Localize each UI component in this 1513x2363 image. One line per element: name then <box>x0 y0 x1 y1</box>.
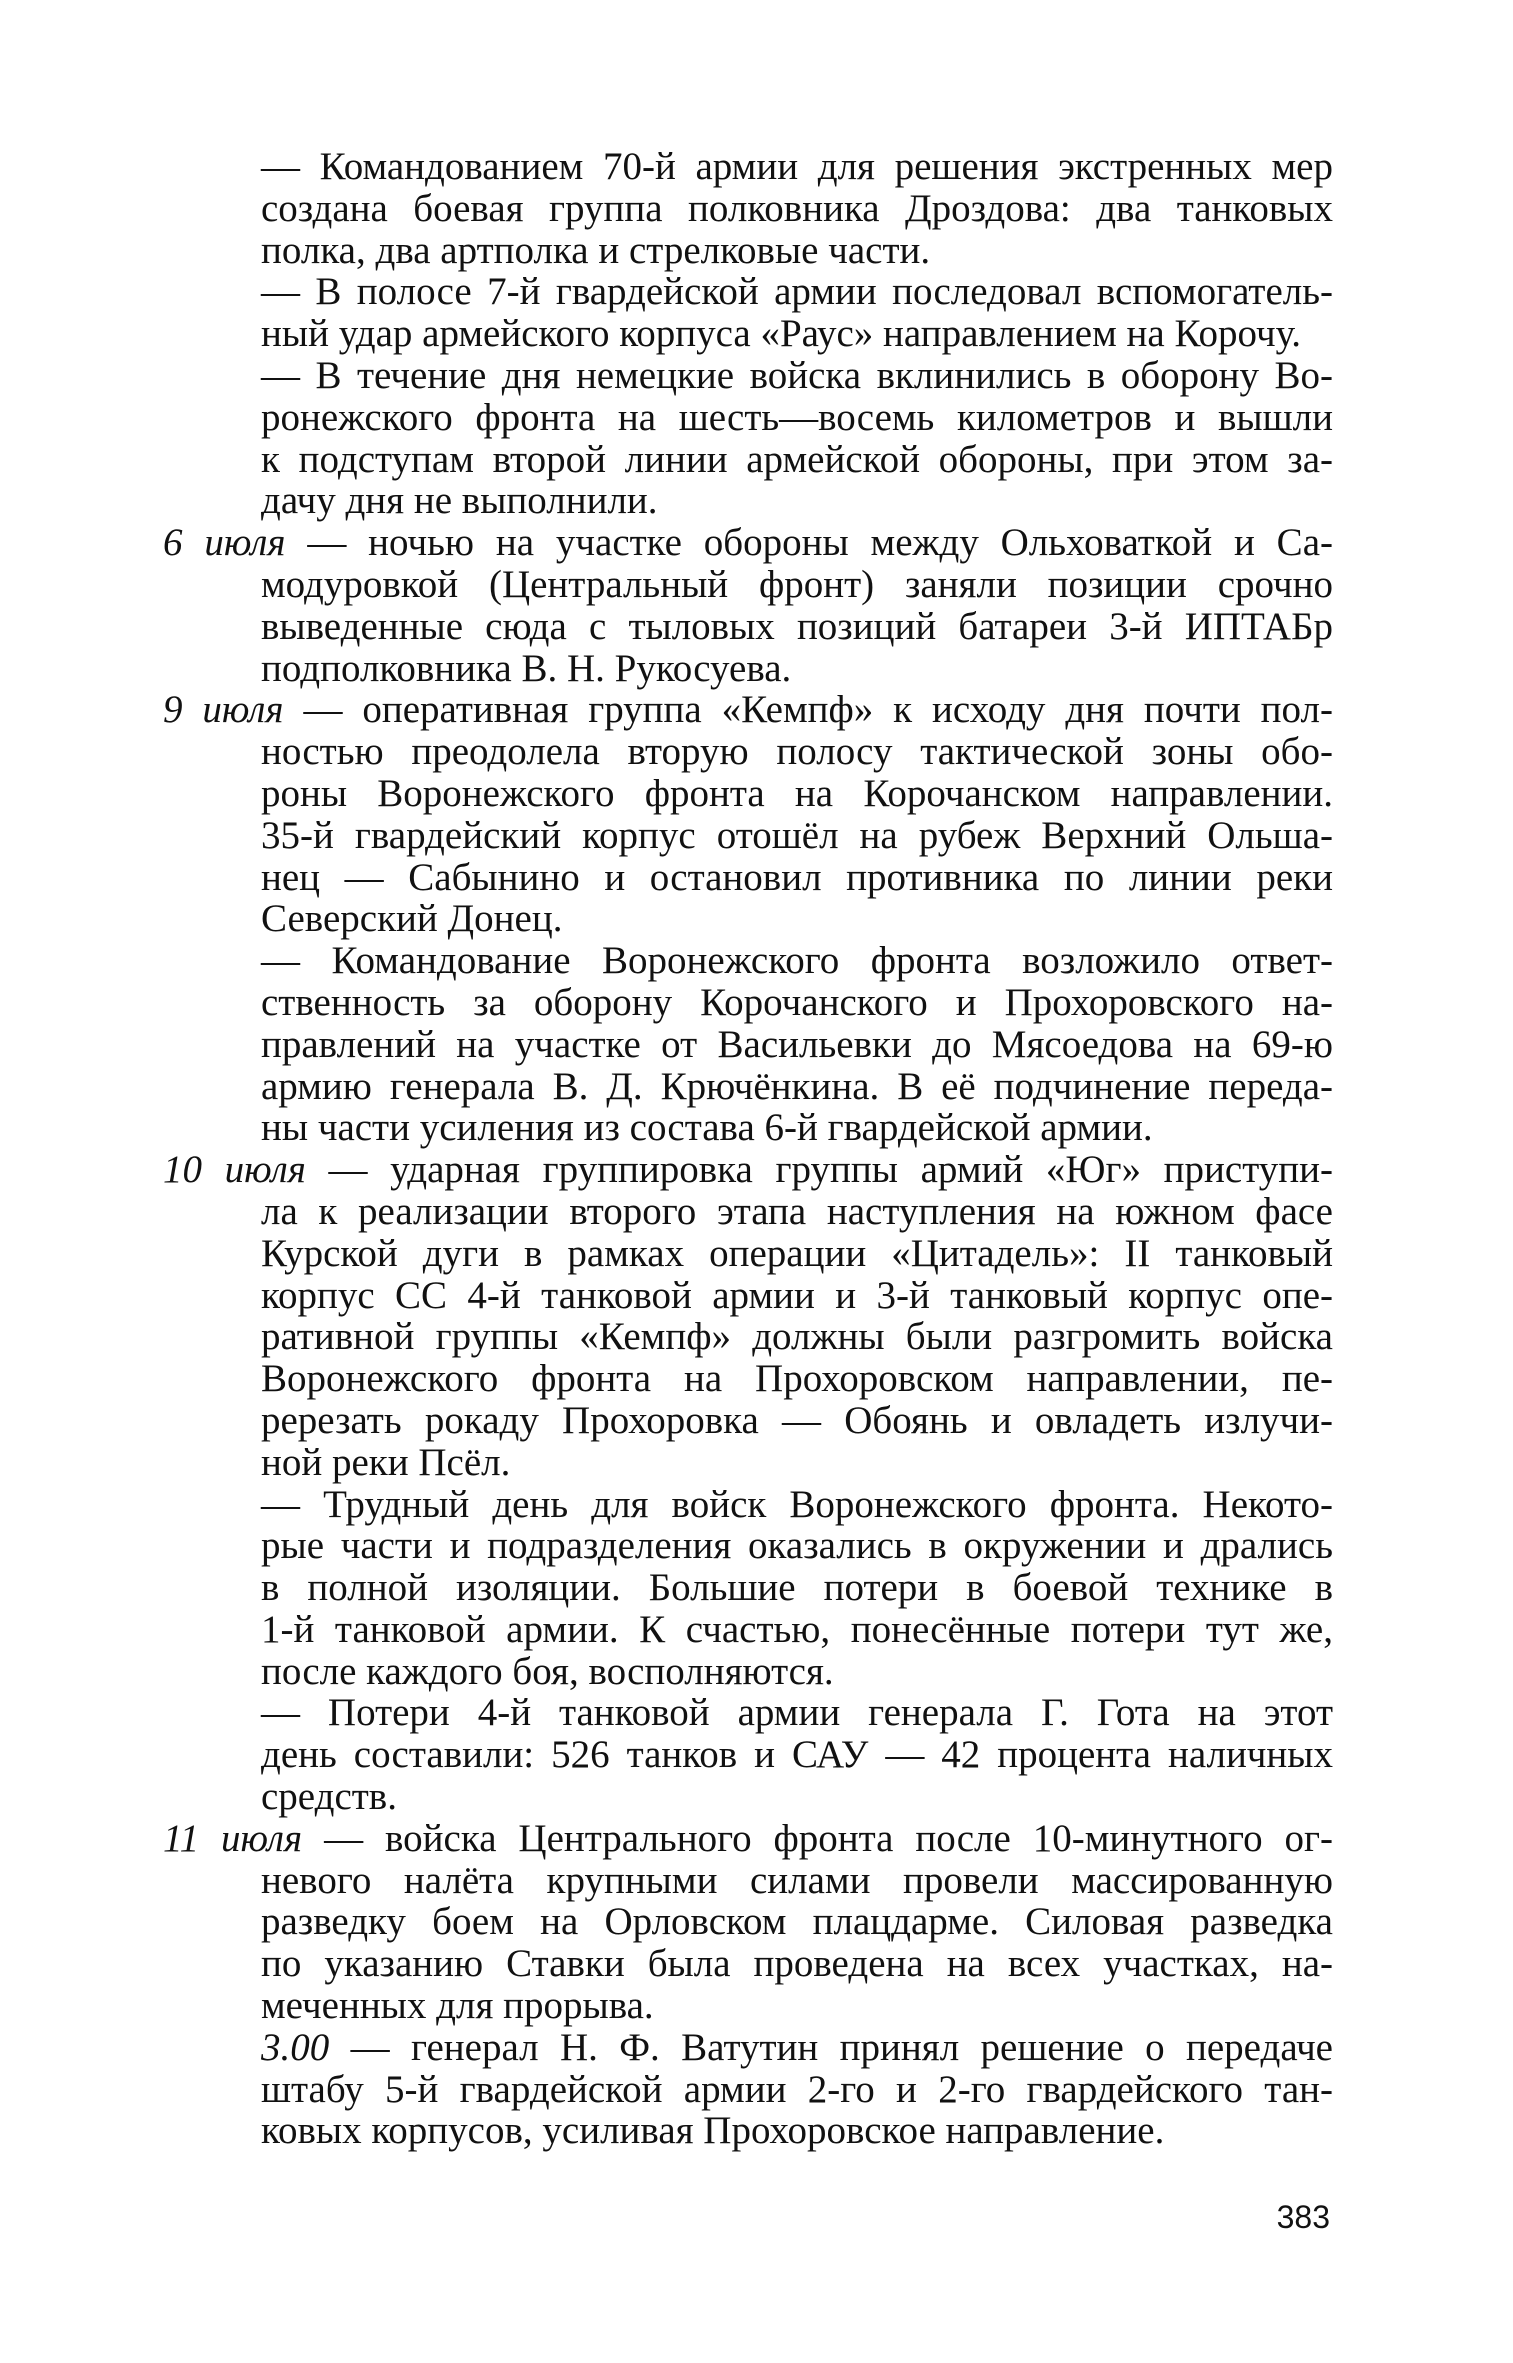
entry-time-3-00 <box>163 2027 1333 2152</box>
text-line: правлений на участке от Васильевки до Мясоедова на 69-ю <box>261 1022 1333 1066</box>
entry-date: 6 июля <box>163 521 286 565</box>
text-line: к подступам второй линии армейской обороны, при этом за- <box>261 437 1333 481</box>
text-line: корпус СС 4-й танковой армии и 3-й танковый корпус опе- <box>261 1273 1333 1317</box>
text-line: нец — Сабынино и остановил противника по линии реки <box>261 855 1333 899</box>
text-line: Северский Донец. <box>261 897 563 941</box>
entry-july-6 <box>163 522 1333 689</box>
entry-date: 10 июля <box>163 1148 306 1192</box>
text-line: — Командованием 70-й армии для решения экстренных мер <box>261 145 1333 188</box>
text-line: — Командование Воронежского фронта возложило ответ- <box>261 939 1333 983</box>
text-line: — В полосе 7-й гвардейской армии последовал вспомогатель- <box>261 270 1333 314</box>
text-line: — Трудный день для войск Воронежского фронта. Некото- <box>261 1482 1333 1526</box>
paragraph-hard-day <box>163 1484 1333 1693</box>
text-line: 1-й танковой армии. К счастью, понесённые потери тут же, <box>261 1607 1333 1651</box>
text-line: штабу 5-й гвардейской армии 2-го и 2-го гвардейского тан- <box>261 2067 1333 2111</box>
text-line: меченных для прорыва. <box>261 1984 654 2028</box>
text-line: ла к реализации второго этапа наступления на южном фасе <box>261 1189 1333 1233</box>
paragraph-army-7 <box>163 271 1333 355</box>
text-line: 35-й гвардейский корпус отошёл на рубеж Верхний Ольша- <box>261 813 1333 857</box>
text-line: ковых корпусов, усиливая Прохоровское направление. <box>261 2109 1165 2153</box>
text-line: подполковника В. Н. Рукосуева. <box>261 646 792 690</box>
text-line: модуровкой (Центральный фронт) заняли позиции срочно <box>261 562 1333 606</box>
text-line: ронежского фронта на шесть—восемь километров и вышли <box>261 395 1333 439</box>
text-line: после каждого боя, восполняются. <box>261 1649 834 1693</box>
entry-text: — оперативная группа «Кемпф» к исходу дня почти пол- <box>283 688 1333 732</box>
text-line: средств. <box>261 1775 397 1819</box>
text-line: ративной группы «Кемпф» должны были разгромить войска <box>261 1315 1333 1359</box>
text-line: — В течение дня немецкие войска вклинились в оборону Во- <box>261 353 1333 397</box>
text-line: Воронежского фронта на Прохоровском направлении, пе- <box>261 1357 1333 1401</box>
entry-text: — генерал Н. Ф. Ватутин принял решение о передаче <box>329 2025 1333 2069</box>
text-line: ностью преодолела вторую полосу тактической зоны обо- <box>261 730 1333 774</box>
text-line: по указанию Ставки была проведена на всех участках, на- <box>261 1942 1333 1986</box>
text-line: разведку боем на Орловском плацдарме. Силовая разведка <box>261 1900 1333 1944</box>
text-line <box>163 1818 1333 1860</box>
text-line: в полной изоляции. Большие потери в боевой технике в <box>261 1566 1333 1610</box>
text-line: ны части усиления из состава 6-й гвардейской армии. <box>261 1106 1153 1150</box>
text-line: ререзать рокаду Прохоровка — Обоянь и овладеть излучи- <box>261 1398 1333 1442</box>
text-line: — Потери 4-й танковой армии генерала Г. Гота на этот <box>261 1691 1333 1735</box>
text-line: Курской дуги в рамках операции «Цитадель»: II танковый <box>261 1231 1333 1275</box>
entry-july-11 <box>163 1818 1333 2027</box>
entry-text: — ночью на участке обороны между Ольховаткой и Са- <box>285 521 1333 565</box>
text-line: дачу дня не выполнили. <box>261 479 658 523</box>
paragraph-day-summary <box>163 355 1333 522</box>
page-number: 383 <box>1276 2199 1330 2235</box>
text-line: создана боевая группа полковника Дроздова: два танковых <box>261 186 1333 230</box>
text-line: рые части и подразделения оказались в окружении и дрались <box>261 1524 1333 1568</box>
entry-text: — ударная группировка группы армий «Юг» приступи- <box>305 1148 1333 1192</box>
text-line: полка, два артполка и стрелковые части. <box>261 228 931 272</box>
text-line: невого налёта крупными силами провели массированную <box>261 1858 1333 1902</box>
entry-time: 3.00 <box>261 2025 330 2069</box>
entry-date: 9 июля <box>163 688 284 732</box>
text-line <box>163 1149 1333 1191</box>
entry-date: 11 июля <box>163 1816 303 1860</box>
text-line <box>163 522 1333 564</box>
entry-july-10 <box>163 1149 1333 1483</box>
text-line: ной реки Псёл. <box>261 1440 511 1484</box>
text-line: ственность за оборону Корочанского и Прохоровского на- <box>261 980 1333 1024</box>
text-line: роны Воронежского фронта на Корочанском направлении. <box>261 771 1333 815</box>
entry-july-9 <box>163 689 1333 940</box>
text-line <box>163 689 1333 731</box>
text-line: ный удар армейского корпуса «Раус» направлением на Корочу. <box>261 312 1301 356</box>
entry-text: — войска Центрального фронта после 10-минутного ог- <box>302 1816 1333 1860</box>
text-line: день составили: 526 танков и САУ — 42 процента наличных <box>261 1733 1333 1777</box>
paragraph-army-70 <box>163 146 1333 271</box>
text-line: выведенные сюда с тыловых позиций батареи 3-й ИПТАБр <box>261 604 1333 648</box>
paragraph-losses <box>163 1692 1333 1817</box>
text-line <box>163 2027 1333 2069</box>
paragraph-voronezh-command <box>163 940 1333 1149</box>
text-line: армию генерала В. Д. Крючёнкина. В её подчинение переда- <box>261 1064 1333 1108</box>
